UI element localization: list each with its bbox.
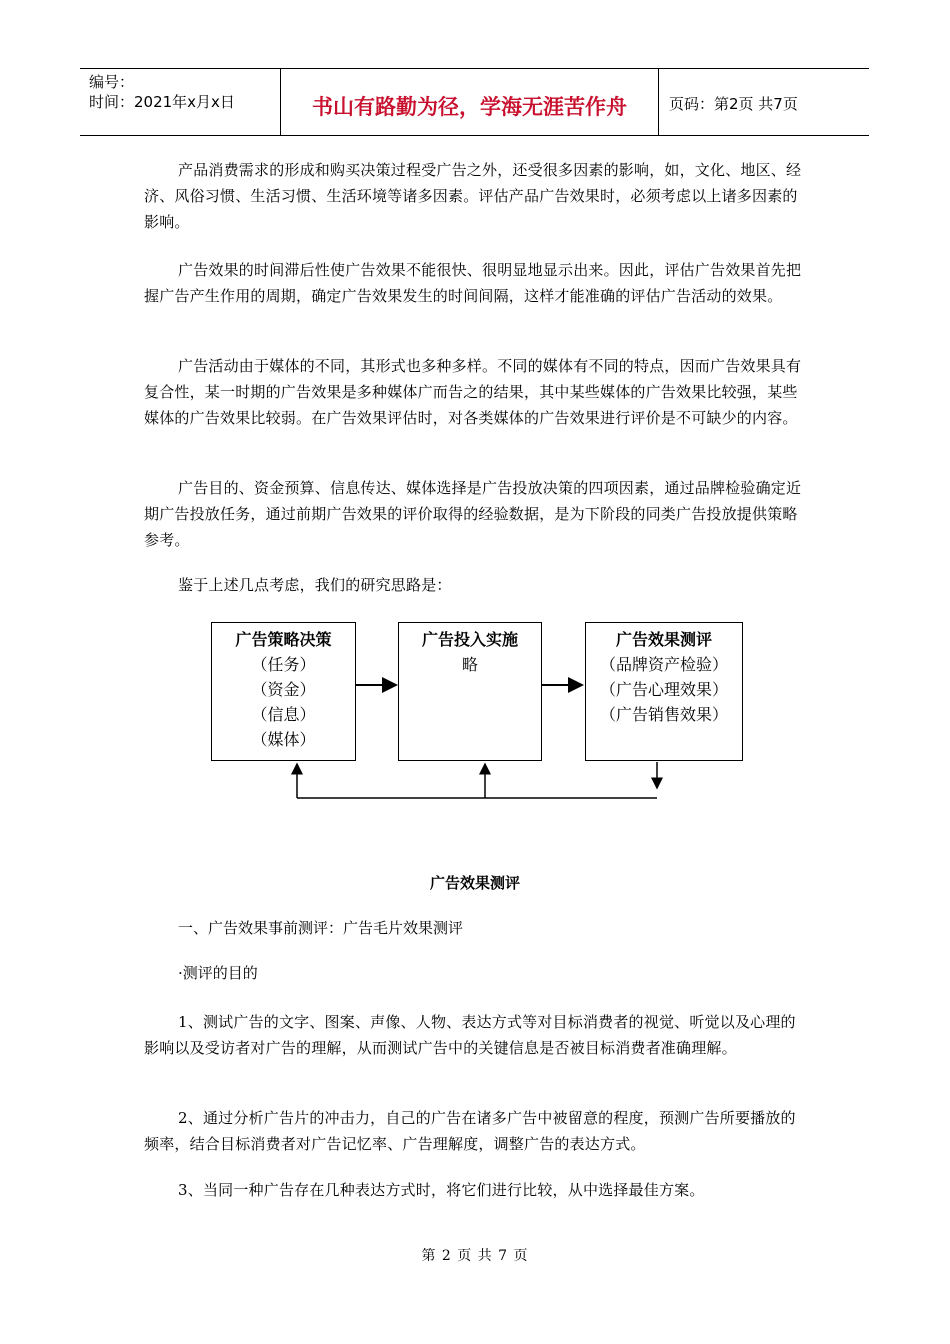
box1-item: （资金）	[251, 680, 316, 699]
document-number-label: 编号：	[89, 73, 135, 91]
research-flowchart	[200, 612, 760, 812]
header-motto: 书山有路勤为径，学海无涯苦作舟	[281, 69, 659, 135]
document-time: 时间：2021年x月x日	[89, 93, 235, 111]
box-strategy-decision	[211, 622, 356, 761]
purpose-label: ·测评的目的	[178, 964, 258, 982]
header-meta	[80, 69, 281, 135]
box3-item: （广告销售效果）	[599, 705, 728, 724]
purpose-item-3: 3、当同一种广告存在几种表达方式时，将它们进行比较，从中选择最佳方案。	[178, 1181, 705, 1199]
page-footer: 第 2 页 共 7 页	[421, 1248, 529, 1264]
box3-item: （广告心理效果）	[599, 680, 728, 699]
box1-item: （媒体）	[251, 730, 316, 749]
box1-item: （信息）	[251, 705, 316, 724]
box3-item: （品牌资产检验）	[599, 655, 728, 674]
header-table	[80, 68, 869, 136]
box2-item: 略	[461, 655, 478, 674]
paragraph-5: 鉴于上述几点考虑，我们的研究思路是：	[178, 576, 452, 594]
box1-item: （任务）	[251, 655, 316, 674]
box3-title: 广告效果测评	[615, 630, 712, 649]
box2-title: 广告投入实施	[421, 630, 518, 649]
purpose-item-2: 2、通过分析广告片的冲击力，自己的广告在诸多广告中被留意的程度，预测广告所要播放的频率，结合目标消费者对广告记忆率、广告理解度，调整广告的表达方式。	[144, 1109, 796, 1153]
purpose-item-1: 1、测试广告的文字、图案、声像、人物、表达方式等对目标消费者的视觉、听觉以及心理的影响以及受访者对广告的理解，从而测试广告中的关键信息是否被目标消费者准确理解。	[144, 1013, 796, 1057]
section-heading-1: 一、广告效果事前测评：广告毛片效果测评	[178, 919, 464, 937]
paragraph-1: 产品消费需求的形成和购买决策过程受广告之外，还受很多因素的影响，如，文化、地区、经济、风俗习惯、生活习惯、生活环境等诸多因素。评估产品广告效果时，必须考虑以上诸多因素的影响。	[144, 161, 802, 231]
box-effect-evaluation	[585, 622, 743, 761]
paragraph-2: 广告效果的时间滞后性使广告效果不能很快、很明显地显示出来。因此，评估广告效果首先把握广告产生作用的周期，确定广告效果发生的时间间隔，这样才能准确的评估广告活动的效果。	[144, 261, 802, 305]
header-page-info: 页码：第2页 共7页	[669, 94, 798, 113]
box1-title: 广告策略决策	[235, 630, 332, 649]
box-investment-implementation	[398, 622, 542, 761]
section-title: 广告效果测评	[429, 874, 520, 892]
paragraph-3: 广告活动由于媒体的不同，其形式也多种多样。不同的媒体有不同的特点，因而广告效果具有复合性，某一时期的广告效果是多种媒体广而告之的结果，其中某些媒体的广告效果比较强，某些媒体的广告效果比较弱。在广告效果评估时，对各类媒体的广告效果进行评价是不可缺少的内容。	[144, 357, 802, 427]
paragraph-4: 广告目的、资金预算、信息传达、媒体选择是广告投放决策的四项因素，通过品牌检验确定近期广告投放任务，通过前期广告效果的评价取得的经验数据，是为下阶段的同类广告投放提供策略参考。	[144, 479, 802, 549]
